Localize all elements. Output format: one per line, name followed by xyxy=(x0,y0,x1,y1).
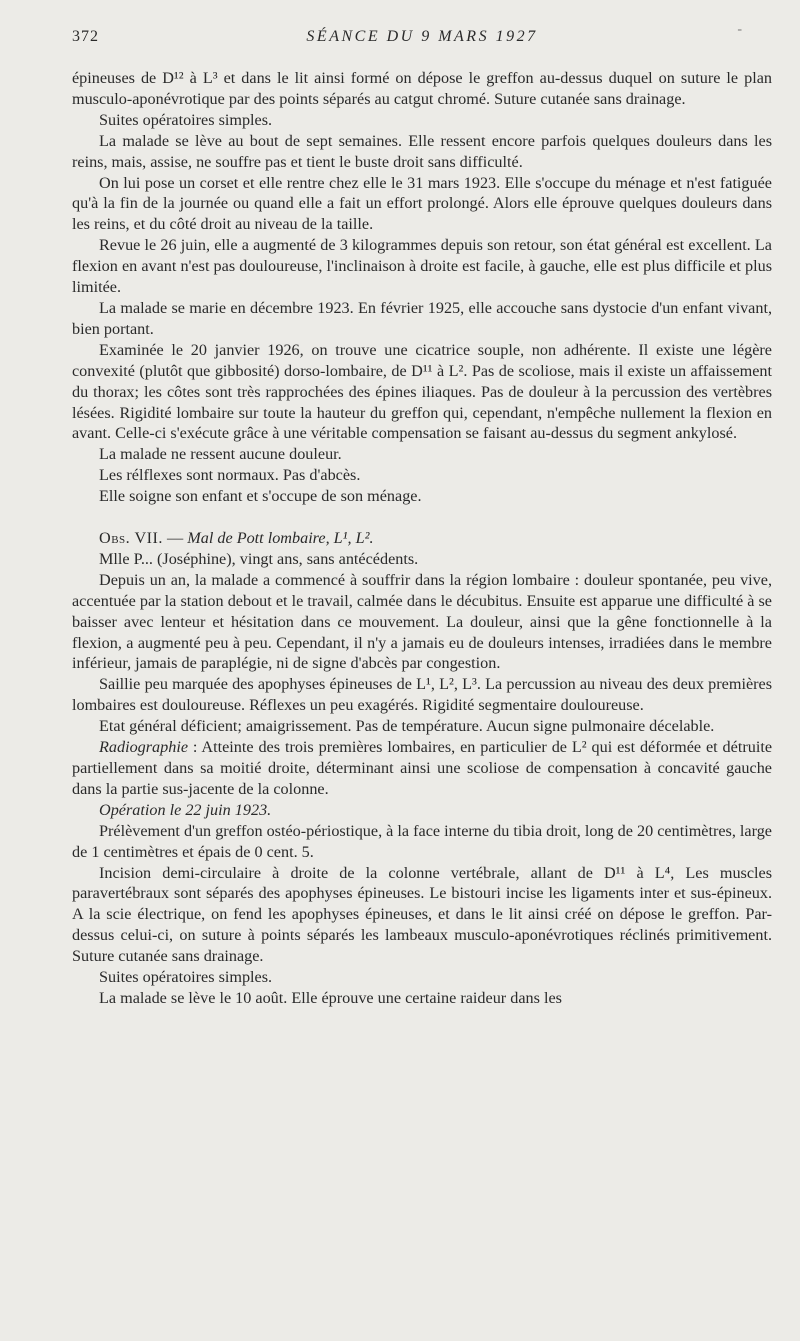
radiographie-text: : Atteinte des trois premières lombaires, en particulier de L² qui est déformée et détruite partiellement dans sa moitié droite, déterminant ainsi une scoliose de compensation à concavité gauche dans la partie sus-jacente de la colonne. xyxy=(72,738,772,798)
paragraph: La malade se lève le 10 août. Elle éprouve une certaine raideur dans les xyxy=(99,988,562,1007)
paragraph: Suites opératoires simples. xyxy=(99,968,273,987)
observation-title: Mal de Pott lombaire, L¹, L². xyxy=(187,529,374,548)
corner-mark: - xyxy=(737,22,742,37)
paragraph: Examinée le 20 janvier 1926, on trouve une cicatrice souple, non adhérente. Il existe une légère convexité (plutôt que gibbosité) dorso-lombaire, de D¹¹ à L². Pas de scoliose, mais il existe un affaissement du thorax; les côtes sont très rapprochées des épines iliaques. Pas de douleur à la percussion des vertèbres lésées. Rigidité lombaire sur toute la hauteur du greffon qui, cependant, n'empêche nullement la flexion en avant. Celle-ci s'exécute grâce à une véritable compensation se faisant au-dessus du segment ankylosé. xyxy=(72,340,772,443)
paragraph: La malade se marie en décembre 1923. En février 1925, elle accouche sans dystocie d'un enfant vivant, bien portant. xyxy=(72,298,772,338)
running-title: SÉANCE DU 9 MARS 1927 xyxy=(306,28,538,45)
page-number: 372 xyxy=(72,28,99,45)
patient-line: Mlle P... (Joséphine), vingt ans, sans antécédents. xyxy=(99,549,419,568)
radiographie-label: Radiographie xyxy=(99,738,189,757)
paragraph: Depuis un an, la malade a commencé à souffrir dans la région lombaire : douleur spontanée, peu vive, accentuée par la station debout et le travail, calmée dans le décubitus. Ensuite est apparue une difficulté à se baisser avec lenteur et hésitation dans ce mouvement. La douleur, ainsi que la gêne fonctionnelle à la flexion, a augmenté peu à peu. Cependant, il n'y a jamais eu de douleurs intenses, irradiées dans le membre inférieur, jamais de paraplégie, ni de signe d'abcès par congestion. xyxy=(72,570,772,673)
paragraph: On lui pose un corset et elle rentre chez elle le 31 mars 1923. Elle s'occupe du ménage et n'est fatiguée qu'à la fin de la journée ou quand elle a fait un effort prolongé. Alors elle éprouve quelques douleurs dans les reins, et du côté droit au niveau de la taille. xyxy=(72,173,772,234)
observation-label: Obs. VII. xyxy=(99,529,163,548)
paragraph: La malade ne ressent aucune douleur. xyxy=(99,445,342,464)
running-head xyxy=(72,28,772,56)
paragraph: Les rélflexes sont normaux. Pas d'abcès. xyxy=(99,466,361,485)
paragraph: La malade se lève au bout de sept semaines. Elle ressent encore parfois quelques douleurs dans les reins, mais, assise, ne souffre pas et tient le buste droit sans difficulté. xyxy=(72,131,772,171)
paragraph: Incision demi-circulaire à droite de la colonne vertébrale, allant de D¹¹ à L⁴, Les muscles paravertébraux sont séparés des apophyses épineuses. Le bistouri incise les ligaments inter et sus-épineux. A la scie électrique, on fend les apophyses épineuses, et dans le lit ainsi créé on dépose le greffon. Par-dessus celui-ci, on suture à points séparés les lambeaux musculo-aponévrotiques réclinés primitivement. Suture cutanée sans drainage. xyxy=(72,863,772,966)
paragraph: Revue le 26 juin, elle a augmenté de 3 kilogrammes depuis son retour, son état général est excellent. La flexion en avant n'est pas douloureuse, l'inclinaison à droite est facile, à gauche, elle est plus difficile et plus limitée. xyxy=(72,236,772,297)
operation-label: Opération le 22 juin 1923. xyxy=(99,800,272,819)
paragraph: épineuses de D¹² à L³ et dans le lit ainsi formé on dépose le greffon au-dessus duquel on suture le plan musculo-aponévrotique par des points séparés au catgut chromé. Suture cutanée sans drainage. xyxy=(72,69,772,108)
observation-dash: — xyxy=(162,529,188,548)
paragraph: Saillie peu marquée des apophyses épineuses de L¹, L², L³. La percussion au niveau des deux premières lombaires est douloureuse. Réflexes un peu exagérés. Rigidité segmentaire douloureuse. xyxy=(72,675,772,715)
paragraph: Suites opératoires simples. xyxy=(99,110,273,129)
paragraph: Etat général déficient; amaigrissement. Pas de température. Aucun signe pulmonaire décelable. xyxy=(99,717,715,736)
paragraph: Prélèvement d'un greffon ostéo-périostique, à la face interne du tibia droit, long de 20 centimètres, large de 1 centimètres et épais de 0 cent. 5. xyxy=(72,821,772,861)
body-text xyxy=(72,68,772,1009)
paragraph: Elle soigne son enfant et s'occupe de son ménage. xyxy=(99,487,422,506)
observation-heading xyxy=(72,528,772,549)
radiographie-paragraph xyxy=(72,737,772,800)
